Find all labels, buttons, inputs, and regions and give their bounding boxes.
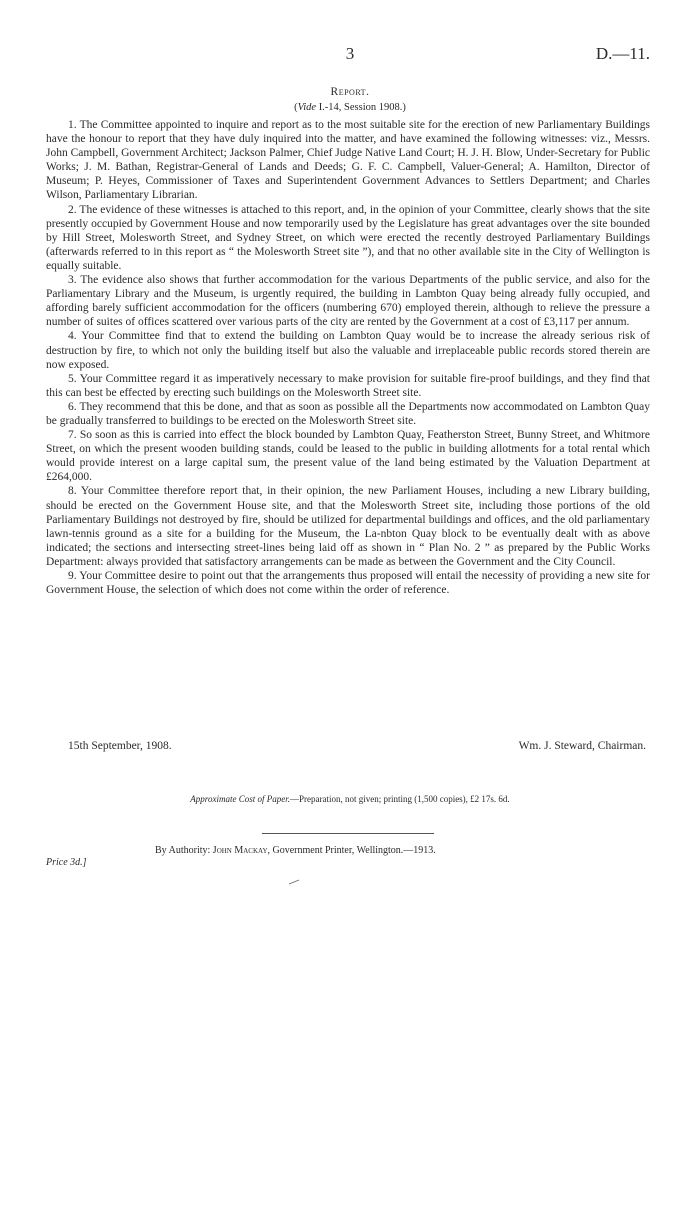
paragraph-9: 9. Your Committee desire to point out that the arrangements thus proposed will entail the necessity of providing a new site for Government House, the selection of which does not come within the order of reference. (46, 570, 650, 597)
vide-italic: Vide (297, 102, 317, 113)
vide-reference (0, 102, 700, 113)
printer-name: John Mackay (212, 845, 268, 856)
cost-details: —Preparation, not given; printing (1,500 copies), £2 17s. 6d. (289, 794, 510, 804)
paragraph-3: 3. The evidence also shows that further accommodation for the various Departments of the public service, and also for the Parliamentary Library and the Museum, is urgently required, the building in Lambton Quay being already fully occupied, and affording barely sufficient accommodation for the officers (numbering 670) employed therein, although to relieve the pressure a number of suites of offices scattered over various parts of the city are rented by the Government at a cost of £3,117 per annum. (46, 274, 650, 329)
authority-prefix: By Authority: (155, 845, 213, 856)
signature-name: Wm. J. Steward, Chairman. (518, 740, 646, 752)
paragraph-2: 2. The evidence of these witnesses is attached to this report, and, in the opinion of your Committee, clearly shows that the site presently occupied by Government House and now temporarily used by the Legislature has great advantages over the site bounded by Hill Street, Molesworth Street, and Sydney Street, on which were erected the recently destroyed Parliamentary Buildings (afterwards referred to in this report as “ the Molesworth Street site ”), and that no other available site in the City of Wellington is equally suitable. (46, 203, 650, 272)
paragraph-6: 6. They recommend that this be done, and that as soon as possible all the Departments now accommodated on Lambton Quay be gradually transferred to buildings to be erected on the Molesworth Street site. (46, 400, 650, 427)
vide-rest: I.-14, Session 1908.) (316, 102, 406, 113)
signature-date: 15th September, 1908. (68, 740, 172, 752)
paragraph-1: 1. The Committee appointed to inquire and report as to the most suitable site for the erection of new Parliamentary Buildings have the honour to report that they have duly inquired into the matter, and have examined the following witnesses: viz., Messrs. John Campbell, Government Architect; Jackson Palmer, Chief Judge Native Land Court; H. J. H. Blow, Under-Secretary for Public Works; J. M. Bathan, Registrar-General of Lands and Deeds; G. F. C. Campbell, Valuer-General; A. Hamilton, Director of Museum; P. Heyes, Commissioner of Taxes and Superintendent Government Advances to Settlers Department; and Charles Wilson, Parliamentary Librarian. (46, 119, 650, 202)
report-title: Report. (330, 86, 370, 98)
cost-of-paper (0, 794, 700, 804)
vide-open: ( (294, 102, 298, 113)
authority-rest: , Government Printer, Wellington.—1913. (267, 845, 436, 856)
printer-authority (155, 845, 436, 856)
page-number: 3 (345, 44, 355, 63)
report-body (46, 118, 650, 597)
paragraph-4: 4. Your Committee find that to extend the building on Lambton Quay would be to increase the already serious risk of destruction by fire, to which not only the building itself but also the valuable and irreplaceable public records stored therein are now exposed. (46, 330, 650, 371)
price: Price 3d.] (46, 857, 87, 868)
stray-pen-mark (288, 879, 300, 885)
document-code: D.—11. (595, 44, 650, 63)
paragraph-7: 7. So soon as this is carried into effect the block bounded by Lambton Quay, Featherston Street, Bunny Street, and Whitmore Street, on which the present wooden building stands, could be leased to the public in building allotments for a total rental which would provide interest on a large capital sum, the present value of the land being estimated by the Valuation Department at £264,000. (46, 429, 650, 484)
cost-label: Approximate Cost of Paper. (190, 794, 290, 804)
paragraph-5: 5. Your Committee regard it as imperatively necessary to make provision for suitable fire-proof buildings, and they find that this can best be effected by erecting such buildings on the Molesworth Street site. (46, 372, 650, 399)
paragraph-8: 8. Your Committee therefore report that, in their opinion, the new Parliament Houses, including a new Library building, should be erected on the Government House site, and that the Molesworth Street site, including those portions of the old Parliamentary Buildings not destroyed by fire, should be utilized for departmental buildings and offices, and the old parliamentary lawn-tennis ground as a site for a building for the Museum, the La-nbton Quay block to be eventually dealt with as above indicated; the sections and intersecting street-lines being laid off as shown in “ Plan No. 2 ” as prepared by the Public Works Department: always provided that satisfactory arrangements can be made as between the Government and the City Council. (46, 485, 650, 568)
footer-rule (262, 833, 434, 834)
